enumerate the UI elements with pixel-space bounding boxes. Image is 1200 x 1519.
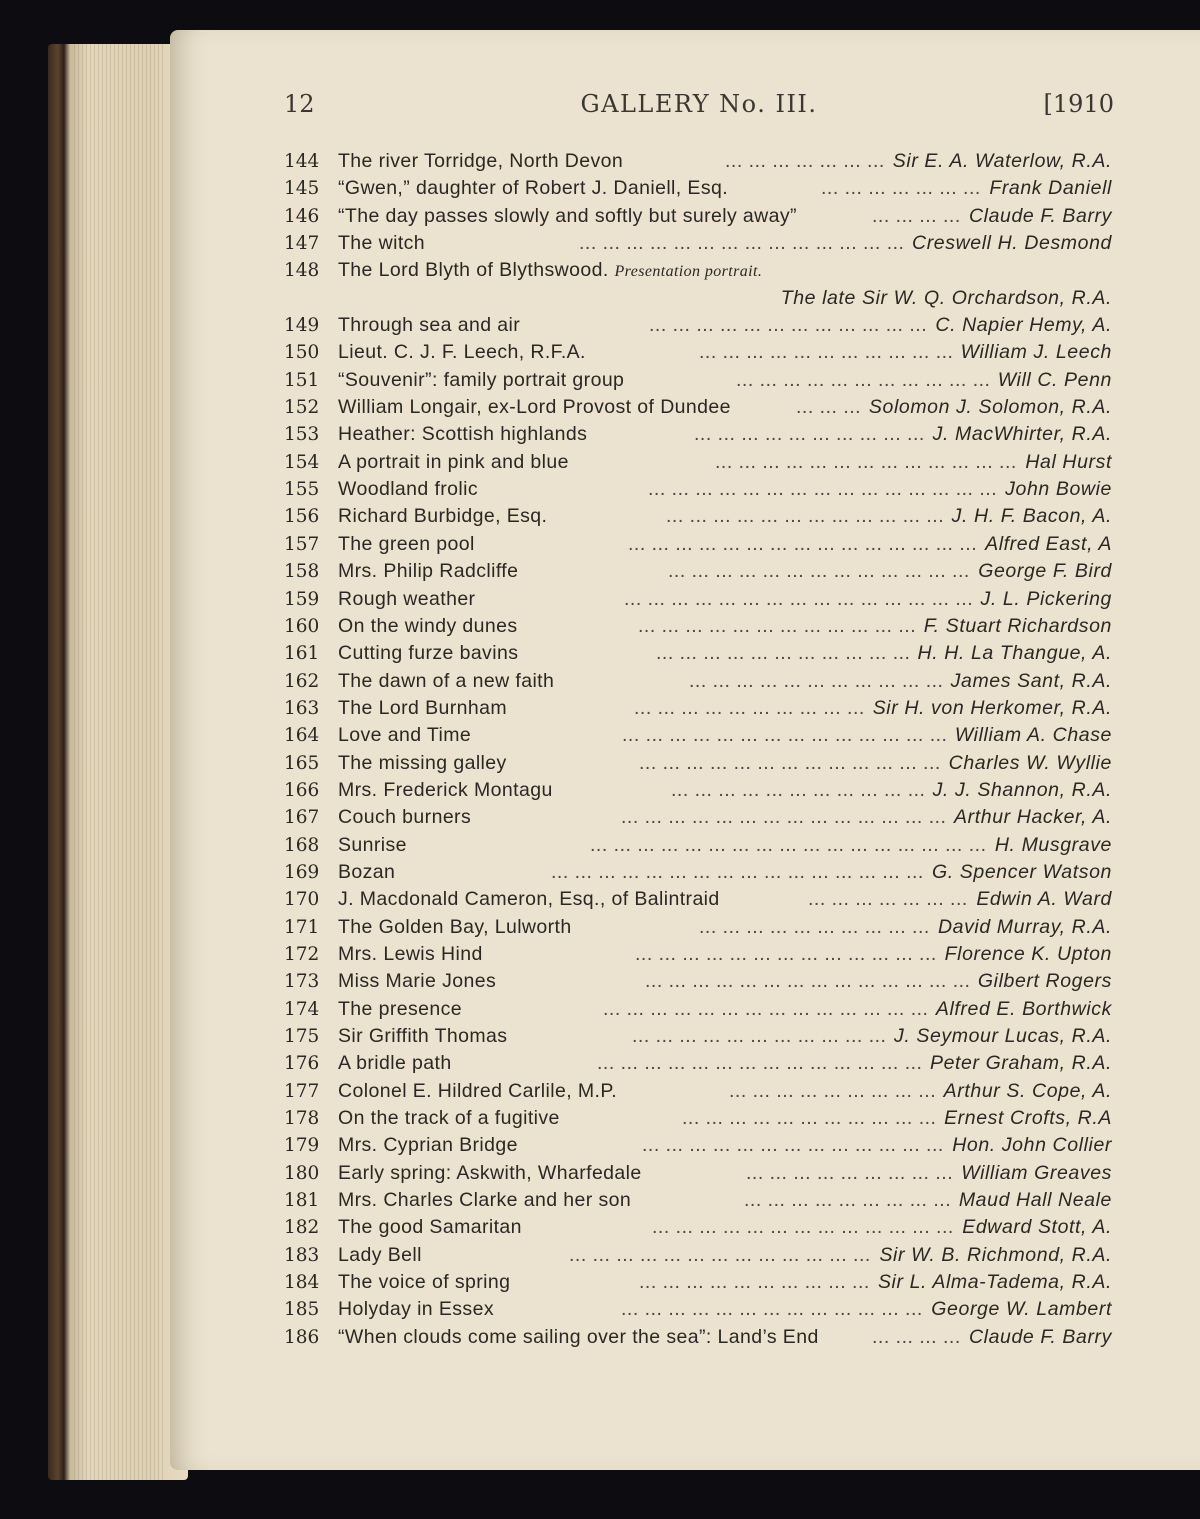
entry-number: 154 [284,451,320,473]
entry-artist: C. Napier Hemy, A. [935,314,1112,337]
entry-number: 149 [284,315,320,337]
entry-number: 160 [284,615,320,637]
entry-title [338,1078,617,1105]
leader-dots: ... ... ... ... ... ... ... [821,177,981,200]
entry-number: 173 [284,971,320,993]
entry-artist: John Bowie [1005,478,1112,501]
entry-artist: Edwin A. Ward [976,888,1112,911]
catalogue-entry [284,476,1114,503]
entry-title [338,257,762,285]
entry-title [338,312,520,339]
catalogue-entry-list [284,148,1114,1351]
entry-artist: George W. Lambert [931,1298,1112,1321]
catalogue-entry [284,640,1114,667]
leader-dots: ... ... ... ... ... ... ... ... ... ... ... ... ... [621,1298,923,1321]
entry-title [338,476,478,503]
entry-number: 170 [284,889,320,911]
catalogue-entry [284,1023,1114,1050]
catalogue-entry [284,203,1114,230]
entry-number: 183 [284,1244,320,1266]
entry-title [338,1269,510,1296]
entry-title [338,1242,422,1269]
entry-title-text: The river Torridge, North Devon [338,150,624,172]
leader-dots: ... ... ... ... ... ... ... ... ... ... ... ... ... ... [621,806,947,829]
catalogue-entry [284,257,1114,284]
entry-number: 145 [284,178,320,200]
entry-title [338,230,425,257]
entry-title-text: Heather: Scottish highlands [338,423,588,446]
entry-title-text: Miss Marie Jones [338,970,497,993]
entry-artist: J. MacWhirter, R.A. [932,423,1112,446]
entry-number: 162 [284,670,320,692]
entry-artist: James Sant, R.A. [950,669,1112,692]
entry-number: 172 [284,943,320,965]
entry-number: 163 [284,697,320,719]
entry-number: 179 [284,1135,320,1157]
leader-dots: ... ... ... ... ... ... ... ... ... ... ... ... ... [569,1243,871,1266]
entry-number: 184 [284,1272,320,1294]
entry-title [338,1132,518,1159]
entry-title [338,1296,494,1323]
catalogue-entry [284,832,1114,859]
entry-title [338,722,471,749]
entry-number: 181 [284,1190,320,1212]
entry-title-text: Sunrise [338,833,407,856]
catalogue-entry [284,586,1114,613]
entry-artist: Sir H. von Herkomer, R.A. [872,696,1112,719]
leader-dots: ... ... ... ... ... ... ... ... ... ... ... ... ... ... [645,970,971,993]
catalogue-entry [284,312,1114,339]
entry-title [338,886,720,913]
entry-title-text: “When clouds come sailing over the sea”: Land’s End [338,1325,819,1348]
entry-artist: J. Seymour Lucas, R.A. [893,1025,1112,1047]
entry-artist: Ernest Crofts, R.A [944,1107,1112,1130]
entry-title [338,695,507,722]
catalogue-entry [284,394,1114,421]
entry-artist: Will C. Penn [997,368,1112,391]
leader-dots: ... ... ... ... ... ... ... ... ... ... ... ... ... ... [622,724,948,747]
entry-artist: David Murray, R.A. [937,915,1112,938]
entry-artist: Arthur S. Cope, A. [943,1079,1112,1102]
catalogue-entry [284,1324,1114,1351]
catalogue-entry [284,367,1114,394]
entry-artist: Charles W. Wyllie [948,751,1112,774]
entry-number: 171 [284,916,320,938]
entry-artist: Arthur Hacker, A. [954,806,1112,829]
entry-title-text: “The day passes slowly and softly but surely away” [338,204,797,227]
catalogue-entry [284,503,1114,530]
entry-number: 166 [284,779,320,801]
entry-title-text: Through sea and air [338,314,521,337]
entry-number: 168 [284,834,320,856]
entry-artist: Claude F. Barry [968,204,1112,227]
entry-artist: Peter Graham, R.A. [929,1052,1112,1075]
entry-artist: Maud Hall Neale [958,1189,1112,1212]
entry-title [338,531,475,558]
entry-artist: J. H. F. Bacon, A. [951,505,1112,528]
catalogue-entry [284,1160,1114,1187]
leader-dots: ... ... ... ... ... ... ... ... ... ... ... ... ... ... ... ... ... [590,833,987,856]
catalogue-entry [284,886,1114,913]
catalogue-entry [284,1132,1114,1159]
entry-artist: F. Stuart Richardson [923,614,1112,637]
catalogue-entry [284,1078,1114,1105]
entry-title [338,175,728,202]
entry-artist: H. H. La Thangue, A. [917,642,1112,665]
entry-title-text: Sir Griffith Thomas [338,1025,508,1047]
entry-artist: Hal Hurst [1025,450,1112,473]
catalogue-entry [284,558,1114,585]
catalogue-entry [284,449,1114,476]
leader-dots: ... ... ... ... ... ... ... ... ... ... ... ... ... [642,1134,944,1157]
entry-title [338,367,624,394]
catalogue-entry [284,859,1114,886]
leader-dots: ... ... ... ... ... ... ... ... ... ... ... ... ... ... ... [648,478,998,501]
entry-title [338,804,471,831]
leader-dots: ... ... ... ... ... ... ... ... ... ... ... [671,778,926,801]
leader-dots: ... ... ... ... ... ... ... ... ... ... ... ... [666,505,945,528]
entry-title [338,750,507,777]
catalogue-entry [284,750,1114,777]
entry-title-text: Mrs. Lewis Hind [338,942,483,965]
gallery-title: GALLERY No. III. [580,90,818,118]
entry-title-text: Woodland frolic [338,478,479,501]
catalogue-entry [284,285,1114,312]
catalogue-entry [284,1242,1114,1269]
entry-number: 178 [284,1108,320,1130]
catalogue-entry [284,996,1114,1023]
catalogue-entry [284,941,1114,968]
entry-artist: J. L. Pickering [980,587,1112,610]
leader-dots: ... ... ... ... ... ... ... ... ... ... ... ... ... ... ... [628,532,978,555]
entry-number: 152 [284,397,320,419]
catalogue-entry [284,968,1114,995]
catalogue-entry [284,1187,1114,1214]
entry-title [338,148,623,175]
leader-dots: ... ... ... ... [872,1325,961,1348]
entry-number: 144 [284,151,320,172]
entry-number: 174 [284,998,320,1020]
entry-title [338,421,587,448]
entry-title-text: The Lord Burnham [338,696,507,719]
entry-number: 165 [284,752,320,774]
entry-title-text: Couch burners [338,806,472,829]
entry-title-text: Mrs. Cyprian Bridge [338,1134,518,1157]
entry-title-text: J. Macdonald Cameron, Esq., of Balintraid [338,888,720,911]
entry-number: 161 [284,643,320,665]
entry-title [338,1050,452,1077]
entry-title-text: Bozan [338,860,396,883]
entry-title-text: The missing galley [338,751,507,774]
leader-dots: ... ... ... ... [872,204,961,227]
leader-dots: ... ... ... ... ... ... ... ... ... ... ... ... ... ... ... ... [551,860,924,883]
leader-dots: ... ... ... ... ... ... ... ... ... ... [634,696,865,719]
entry-title [338,558,518,585]
year-label: [1910 [1043,90,1114,118]
entry-number: 167 [284,807,320,829]
catalogue-entry [284,1105,1114,1132]
entry-title-text: Love and Time [338,724,472,747]
entry-artist: William Greaves [961,1161,1112,1184]
entry-number: 150 [284,342,320,364]
entry-title-text: Colonel E. Hildred Carlile, M.P. [338,1079,618,1102]
entry-title-text: Mrs. Philip Radcliffe [338,560,519,583]
entry-title [338,859,395,886]
entry-title-text: Rough weather [338,587,476,610]
entry-title [338,941,483,968]
entry-title-text: Mrs. Charles Clarke and her son [338,1189,632,1212]
leader-dots: ... ... ... ... ... ... ... ... ... ... ... ... [649,314,928,337]
catalogue-entry [284,804,1114,831]
catalogue-entry [284,914,1114,941]
leader-dots: ... ... ... ... ... ... ... ... ... ... ... ... ... ... [579,232,905,255]
entry-artist: Claude F. Barry [968,1325,1112,1348]
page-number: 12 [284,90,315,118]
catalogue-entry [284,722,1114,749]
entry-artist: The late Sir W. Q. Orchardson, R.A. [780,286,1112,309]
leader-dots: ... ... ... ... ... ... ... ... ... [746,1161,954,1184]
entry-title [338,394,731,421]
entry-title-text: Lady Bell [338,1243,422,1266]
entry-title-text: The witch [338,232,426,255]
catalogue-entry [284,230,1114,257]
entry-number: 157 [284,533,320,555]
leader-dots: ... ... ... ... ... ... ... ... ... ... ... [699,341,954,364]
leader-dots: ... ... ... ... ... ... ... ... ... ... ... [632,1025,887,1047]
entry-title-text: Mrs. Frederick Montagu [338,778,553,801]
entry-title [338,777,553,804]
entry-artist: Solomon J. Solomon, R.A. [868,396,1112,419]
catalogue-entry [284,777,1114,804]
entry-title-text: Lieut. C. J. F. Leech, R.F.A. [338,341,586,364]
leader-dots: ... ... ... ... ... ... ... ... ... ... ... [736,368,991,391]
entry-artist: Alfred East, A [985,532,1112,555]
entry-title [338,914,572,941]
leader-dots: ... ... ... ... ... ... ... ... ... ... ... ... ... [635,942,937,965]
entry-title [338,996,462,1023]
entry-title [338,668,554,695]
entry-title-text: Early spring: Askwith, Wharfedale [338,1161,642,1184]
entry-number: 151 [284,369,320,391]
entry-note: Presentation portrait. [614,263,763,281]
leader-dots: ... ... ... ... ... ... ... ... ... ... ... [682,1107,937,1130]
entry-title-text: Cutting furze bavins [338,642,519,665]
entry-artist: Frank Daniell [989,177,1112,200]
entry-number: 156 [284,506,320,528]
leader-dots: ... ... ... ... ... ... ... ... ... [744,1189,952,1212]
entry-number: 146 [284,205,320,227]
entry-title [338,586,475,613]
entry-artist: Hon. John Collier [952,1134,1112,1157]
entry-artist: William A. Chase [954,724,1112,747]
entry-number: 175 [284,1026,320,1047]
entry-artist: Sir L. Alma-Tadema, R.A. [877,1271,1112,1294]
catalogue-entry [284,613,1114,640]
entry-number: 147 [284,233,320,255]
entry-title [338,1105,560,1132]
entry-artist: Gilbert Rogers [977,970,1112,993]
leader-dots: ... ... ... ... ... ... ... ... ... ... [639,1271,870,1294]
entry-number: 177 [284,1080,320,1102]
entry-artist: Sir E. A. Waterlow, R.A. [892,150,1112,172]
leader-dots: ... ... ... ... ... ... ... ... ... ... ... ... ... [668,560,970,583]
leader-dots: ... ... ... ... ... ... ... ... ... ... ... ... ... [715,450,1017,473]
entry-title-text: On the windy dunes [338,614,518,637]
entry-artist: Alfred E. Borthwick [935,997,1112,1020]
leader-dots: ... ... ... ... ... ... ... ... ... ... ... [656,642,911,665]
leader-dots: ... ... ... ... ... ... ... ... ... ... ... ... ... ... [597,1052,923,1075]
entry-title-text: The Golden Bay, Lulworth [338,915,572,938]
entry-title [338,1214,522,1241]
leader-dots: ... ... ... ... ... ... ... ... ... ... ... ... ... [652,1216,954,1239]
entry-number: 169 [284,861,320,883]
entry-title [338,613,518,640]
entry-title [338,503,547,530]
entry-artist: Creswell H. Desmond [912,232,1112,255]
leader-dots: ... ... ... ... ... ... ... ... ... ... ... ... ... [639,751,941,774]
catalogue-entry [284,668,1114,695]
entry-title [338,449,569,476]
book-page-edges [48,44,188,1480]
entry-title-text: “Gwen,” daughter of Robert J. Daniell, Esq. [338,177,729,200]
leader-dots: ... ... ... ... ... ... ... ... ... ... [694,423,925,446]
entry-title [338,832,407,859]
entry-artist: Sir W. B. Richmond, R.A. [879,1243,1112,1266]
entry-title-text: Richard Burbidge, Esq. [338,505,548,528]
entry-title [338,640,518,667]
entry-title-text: A portrait in pink and blue [338,450,569,473]
entry-artist: G. Spencer Watson [931,860,1112,883]
entry-title [338,1187,631,1214]
entry-number: 182 [284,1217,320,1239]
entry-title-text: The voice of spring [338,1271,511,1294]
entry-number: 176 [284,1053,320,1075]
catalogue-entry [284,531,1114,558]
leader-dots: ... ... ... ... ... ... ... ... ... ... [699,915,930,938]
catalogue-entry [284,1050,1114,1077]
entry-number: 153 [284,424,320,446]
catalogue-entry [284,339,1114,366]
entry-number: 148 [284,260,320,282]
catalogue-entry [284,1296,1114,1323]
leader-dots: ... ... ... ... ... ... ... ... ... ... ... ... ... ... ... [624,587,974,610]
page-header [284,90,1114,124]
entry-number: 186 [284,1326,320,1348]
entry-artist: Edward Stott, A. [962,1216,1112,1239]
entry-title-text: On the track of a fugitive [338,1107,560,1130]
entry-title-text: William Longair, ex-Lord Provost of Dundee [338,396,731,419]
entry-title-text: Holyday in Essex [338,1298,494,1321]
leader-dots: ... ... ... [796,396,862,419]
entry-title [338,1023,507,1050]
catalogue-entry [284,148,1114,175]
entry-number: 158 [284,561,320,583]
leader-dots: ... ... ... ... ... ... ... ... ... ... ... [689,669,944,692]
leader-dots: ... ... ... ... ... ... ... ... ... ... ... ... [638,614,917,637]
entry-title-text: The good Samaritan [338,1216,522,1239]
entry-number: 155 [284,479,320,501]
entry-title-text: “Souvenir”: family portrait group [338,368,625,391]
entry-number: 159 [284,588,320,610]
entry-title-text: A bridle path [338,1052,452,1075]
catalogue-entry [284,1269,1114,1296]
entry-number: 164 [284,725,320,747]
catalogue-entry [284,421,1114,448]
entry-title [338,1324,819,1351]
leader-dots: ... ... ... ... ... ... ... ... ... ... ... ... ... ... [603,997,929,1020]
entry-title [338,339,586,366]
entry-title [338,1160,642,1187]
entry-title [338,968,496,995]
entry-title-text: The dawn of a new faith [338,669,555,692]
entry-title-text: The green pool [338,532,475,555]
entry-artist: J. J. Shannon, R.A. [932,778,1112,801]
leader-dots: ... ... ... ... ... ... ... ... ... [729,1079,937,1102]
entry-title-text: The Lord Blyth of Blythswood. [338,259,609,282]
leader-dots: ... ... ... ... ... ... ... [808,888,968,911]
entry-number: 180 [284,1162,320,1184]
entry-title-text: The presence [338,997,463,1020]
entry-number: 185 [284,1299,320,1321]
entry-artist: William J. Leech [960,341,1112,364]
catalogue-entry [284,1214,1114,1241]
catalogue-entry [284,695,1114,722]
entry-artist: H. Musgrave [994,833,1112,856]
entry-artist: George F. Bird [978,560,1112,583]
catalogue-entry [284,175,1114,202]
entry-title [338,203,797,230]
entry-artist: Florence K. Upton [944,942,1112,965]
leader-dots: ... ... ... ... ... ... ... [725,150,885,172]
